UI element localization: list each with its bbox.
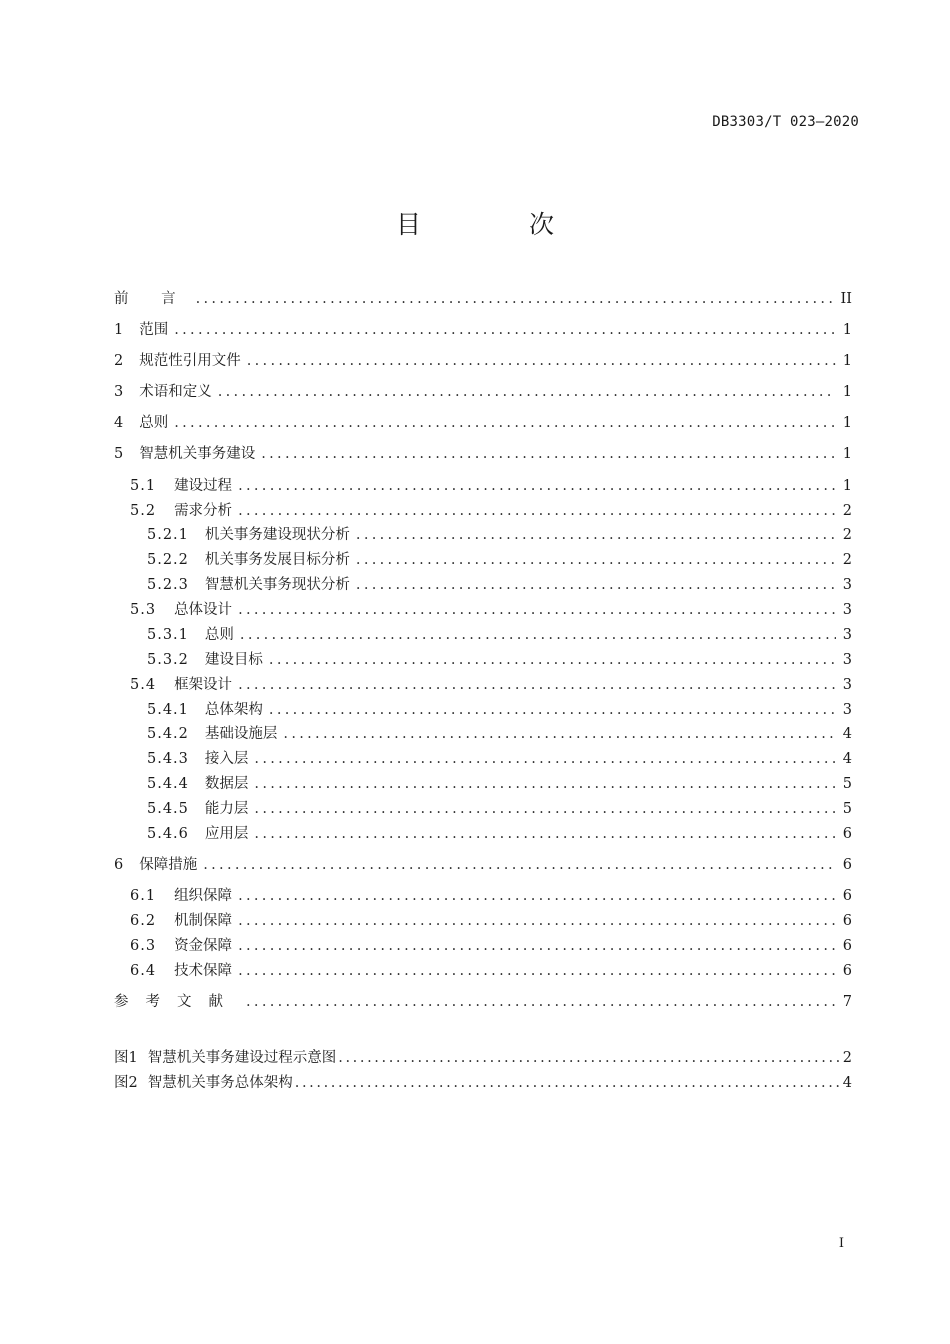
toc-entry-page: 6 <box>842 938 852 954</box>
toc-leader-dots <box>283 726 836 742</box>
toc-entry-label: 基础设施层 <box>204 726 278 742</box>
toc-entry-number: 4 <box>114 415 124 431</box>
figure-entry-label: 智慧机关事务建设过程示意图 <box>147 1050 337 1066</box>
toc-entry-label: 应用层 <box>204 826 249 842</box>
toc-entry-page: 7 <box>842 994 852 1010</box>
toc-entry-label: 总体架构 <box>204 702 263 718</box>
toc-entry-5-3-1[interactable] <box>147 623 852 645</box>
toc-entry-5-4-3[interactable] <box>147 747 852 769</box>
toc-leader-dots <box>254 801 836 817</box>
page-title: 目 次 <box>396 210 604 239</box>
toc-entry-6-4[interactable] <box>130 959 852 981</box>
toc-entry-references[interactable] <box>114 990 852 1012</box>
figure-entry-1[interactable] <box>114 1046 852 1068</box>
toc-leader-dots <box>247 353 836 369</box>
toc-leader-dots <box>269 702 836 718</box>
figure-entry-2[interactable] <box>114 1071 852 1093</box>
toc-entry-foreword[interactable] <box>114 287 852 309</box>
toc-entry-page: 6 <box>842 963 852 979</box>
toc-entry-5-3-2[interactable] <box>147 648 852 670</box>
toc-leader-dots <box>196 291 835 307</box>
toc-leader-dots <box>261 446 836 462</box>
toc-entry-page: 2 <box>842 552 852 568</box>
toc-entry-page: 6 <box>842 826 852 842</box>
toc-entry-number: 6.4 <box>130 963 157 979</box>
toc-entry-number: 5.2.3 <box>147 577 189 593</box>
toc-leader-dots <box>238 478 836 494</box>
toc-entry-number: 5.3.1 <box>147 627 189 643</box>
toc-entry-label: 参考文献 <box>114 994 240 1010</box>
toc-entry-label: 智慧机关事务建设 <box>139 446 256 462</box>
toc-entry-2[interactable] <box>114 349 852 371</box>
toc-entry-label: 范围 <box>139 322 169 338</box>
toc-leader-dots <box>174 415 836 431</box>
figure-entry-number: 图2 <box>114 1075 138 1091</box>
toc-entry-5[interactable] <box>114 442 852 464</box>
toc-leader-dots <box>246 994 836 1010</box>
toc-leader-dots <box>254 751 836 767</box>
toc-entry-page: 3 <box>842 702 852 718</box>
toc-entry-number: 3 <box>114 384 124 400</box>
toc-entry-label: 能力层 <box>204 801 249 817</box>
toc-entry-label: 总则 <box>204 627 234 643</box>
toc-entry-number: 5.3 <box>130 602 157 618</box>
page-number: I <box>838 1236 844 1251</box>
figure-entry-number: 图1 <box>114 1050 138 1066</box>
toc-entry-number: 6.1 <box>130 888 157 904</box>
toc-entry-page: 6 <box>842 913 852 929</box>
figure-entry-page: 4 <box>842 1075 852 1091</box>
toc-entry-page: 5 <box>842 801 852 817</box>
toc-entry-label: 规范性引用文件 <box>139 353 241 369</box>
toc-entry-number: 6.3 <box>130 938 157 954</box>
toc-entry-number: 5.2.1 <box>147 527 189 543</box>
toc-entry-number: 5.4.4 <box>147 776 189 792</box>
toc-entry-page: 3 <box>842 627 852 643</box>
toc-entry-number: 5.2.2 <box>147 552 189 568</box>
toc-entry-label: 技术保障 <box>174 963 233 979</box>
toc-entry-number: 5.4.5 <box>147 801 189 817</box>
toc-leader-dots <box>238 888 836 904</box>
toc-leader-dots <box>238 938 836 954</box>
toc-entry-4[interactable] <box>114 411 852 433</box>
toc-entry-page: 1 <box>842 478 852 494</box>
toc-leader-dots <box>238 677 836 693</box>
toc-entry-number: 5.4 <box>130 677 157 693</box>
toc-entry-number: 5.2 <box>130 503 157 519</box>
toc-entry-5-4-6[interactable] <box>147 822 852 844</box>
toc-entry-label: 保障措施 <box>139 857 198 873</box>
toc-entry-5-4-2[interactable] <box>147 722 852 744</box>
toc-entry-number: 5 <box>114 446 124 462</box>
toc-entry-label: 机关事务建设现状分析 <box>204 527 350 543</box>
toc-leader-dots <box>240 627 836 643</box>
toc-entry-5-4-5[interactable] <box>147 797 852 819</box>
toc-entry-number: 1 <box>114 322 124 338</box>
document-code: DB3303/T 023—2020 <box>712 114 859 130</box>
toc-entry-label: 资金保障 <box>174 938 233 954</box>
toc-leader-dots <box>238 913 836 929</box>
toc-leader-dots <box>238 963 836 979</box>
toc-entry-page: 1 <box>842 322 852 338</box>
toc-leader-dots <box>356 577 836 593</box>
toc-entry-page: 1 <box>842 446 852 462</box>
toc-entry-page: 3 <box>842 602 852 618</box>
toc-leader-dots <box>174 322 836 338</box>
toc-entry-label: 术语和定义 <box>139 384 212 400</box>
toc-entry-6-1[interactable] <box>130 884 852 906</box>
toc-entry-number: 6.2 <box>130 913 157 929</box>
toc-entry-label: 建设过程 <box>174 478 233 494</box>
toc-entry-5-4[interactable] <box>130 673 852 695</box>
toc-leader-dots <box>203 857 836 873</box>
toc-entry-page: II <box>840 291 852 307</box>
toc-entry-page: 1 <box>842 415 852 431</box>
toc-entry-5-2-1[interactable] <box>147 523 852 545</box>
toc-entry-5-4-1[interactable] <box>147 698 852 720</box>
toc-entry-label: 总则 <box>139 415 169 431</box>
figure-entry-label: 智慧机关事务总体架构 <box>147 1075 293 1091</box>
toc-entry-5-3[interactable] <box>130 598 852 620</box>
toc-entry-page: 4 <box>842 751 852 767</box>
toc-leader-dots <box>218 384 836 400</box>
toc-entry-number: 5.3.2 <box>147 652 189 668</box>
toc-leader-dots <box>269 652 836 668</box>
toc-entry-page: 2 <box>842 527 852 543</box>
toc-entry-number: 5.4.2 <box>147 726 189 742</box>
toc-leader-dots <box>238 602 836 618</box>
toc-entry-label: 机制保障 <box>174 913 233 929</box>
toc-entry-5-2-2[interactable] <box>147 548 852 570</box>
toc-leader-dots <box>356 527 836 543</box>
toc-entry-label: 智慧机关事务现状分析 <box>204 577 350 593</box>
figure-entry-page: 2 <box>842 1050 852 1066</box>
toc-entry-number: 6 <box>114 857 124 873</box>
toc-entry-number: 2 <box>114 353 124 369</box>
toc-leader-dots <box>254 826 836 842</box>
toc-entry-page: 5 <box>842 776 852 792</box>
toc-leader-dots <box>338 1050 840 1066</box>
toc-entry-page: 3 <box>842 577 852 593</box>
toc-entry-page: 1 <box>842 384 852 400</box>
toc-entry-page: 3 <box>842 677 852 693</box>
toc-entry-label: 建设目标 <box>204 652 263 668</box>
toc-entry-1[interactable] <box>114 318 852 340</box>
toc-leader-dots <box>238 503 836 519</box>
toc-leader-dots <box>356 552 836 568</box>
toc-entry-5-2-3[interactable] <box>147 573 852 595</box>
toc-entry-3[interactable] <box>114 380 852 402</box>
toc-entry-page: 6 <box>842 888 852 904</box>
toc-entry-number: 5.4.3 <box>147 751 189 767</box>
toc-entry-number: 5.4.6 <box>147 826 189 842</box>
toc-entry-page: 1 <box>842 353 852 369</box>
toc-entry-label: 框架设计 <box>174 677 233 693</box>
toc-entry-6-3[interactable] <box>130 934 852 956</box>
toc-entry-6[interactable] <box>114 853 852 875</box>
toc-entry-6-2[interactable] <box>130 909 852 931</box>
toc-entry-label: 机关事务发展目标分析 <box>204 552 350 568</box>
toc-entry-label: 数据层 <box>204 776 249 792</box>
toc-entry-5-2[interactable] <box>130 499 852 521</box>
toc-entry-number: 5.4.1 <box>147 702 189 718</box>
toc-entry-page: 4 <box>842 726 852 742</box>
toc-entry-page: 2 <box>842 503 852 519</box>
toc-entry-label: 接入层 <box>204 751 249 767</box>
toc-entry-label: 组织保障 <box>174 888 233 904</box>
toc-entry-5-1[interactable] <box>130 474 852 496</box>
toc-leader-dots <box>295 1075 840 1091</box>
toc-entry-page: 3 <box>842 652 852 668</box>
toc-entry-label: 总体设计 <box>174 602 233 618</box>
toc-leader-dots <box>254 776 836 792</box>
toc-entry-label: 需求分析 <box>174 503 233 519</box>
toc-entry-5-4-4[interactable] <box>147 772 852 794</box>
toc-entry-page: 6 <box>842 857 852 873</box>
toc-entry-label: 前 言 <box>114 291 190 307</box>
toc-entry-number: 5.1 <box>130 478 157 494</box>
